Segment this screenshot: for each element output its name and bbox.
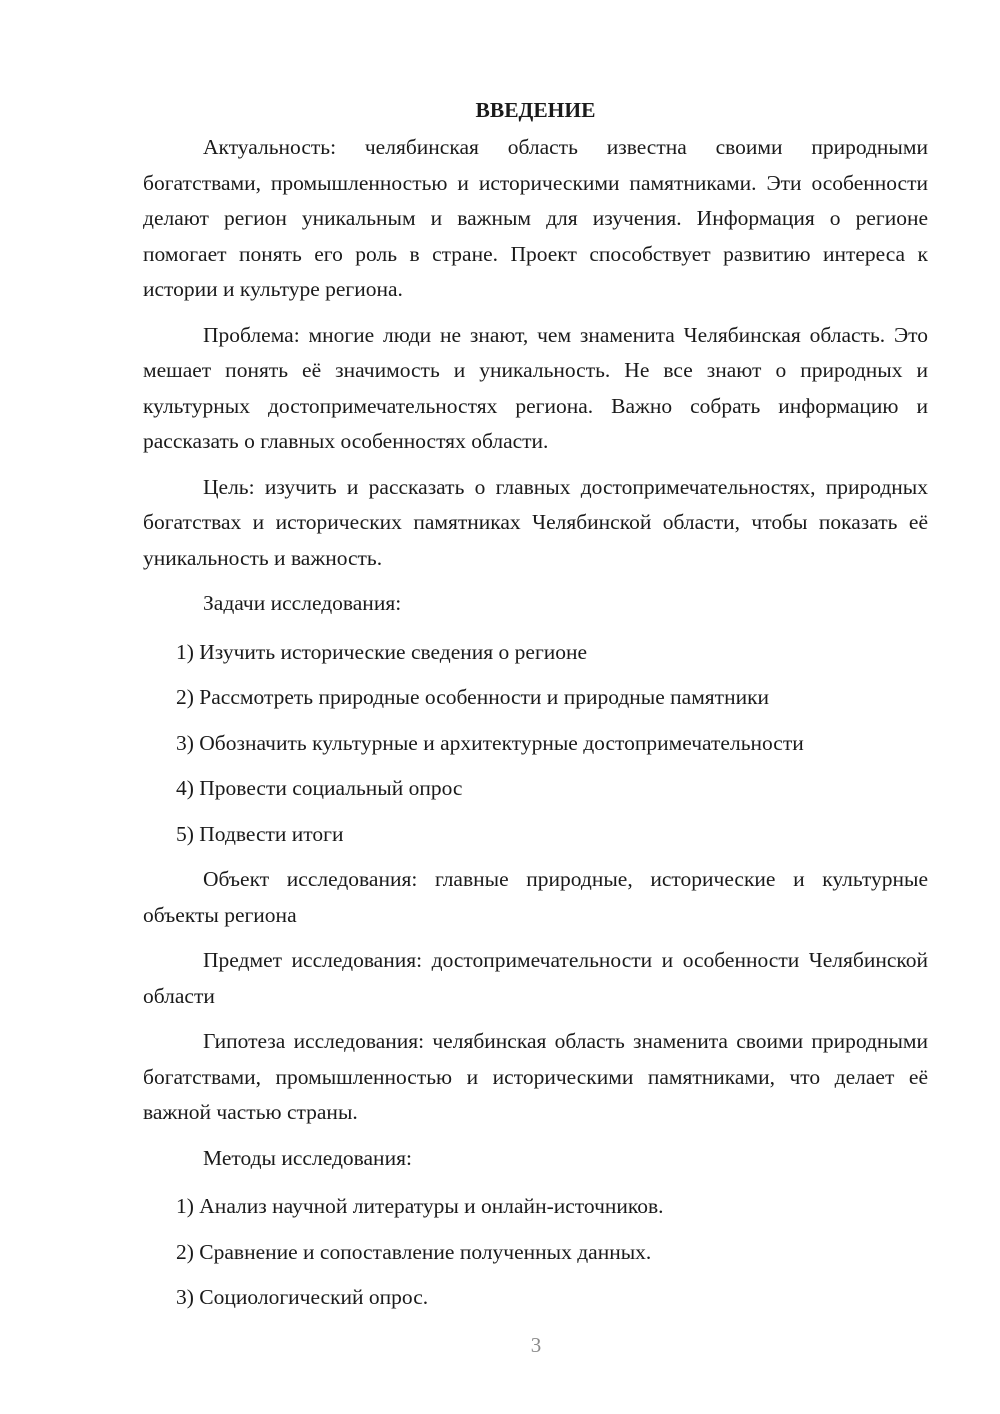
methods-list	[143, 1189, 928, 1316]
method-item: 3) Социологический опрос.	[176, 1285, 429, 1309]
relevance-paragraph: Актуальность: челябинская область известна своими природными богатствами, промышленностью и историческими памятниками. Эти особенности делают регион уникальным и важным для изучения. Информация о регионе помогает понять его роль в стране. Проект способствует развитию интереса к истории и культуре региона.	[143, 135, 928, 301]
object-paragraph: Объект исследования: главные природные, исторические и культурные объекты региона	[143, 867, 928, 927]
goal-paragraph: Цель: изучить и рассказать о главных достопримечательностях, природных богатствах и исторических памятниках Челябинской области, чтобы показать её уникальность и важность.	[143, 474, 928, 570]
document-page	[143, 95, 928, 1326]
methods-heading: Методы исследования:	[203, 1145, 412, 1170]
task-item: 5) Подвести итоги	[176, 821, 344, 846]
task-item: 1) Изучить исторические сведения о регионе	[176, 639, 588, 664]
task-item: 2) Рассмотреть природные особенности и природные памятники	[176, 685, 770, 709]
hypothesis-paragraph: Гипотеза исследования: челябинская область знаменита своими природными богатствами, промышленностью и историческими памятниками, что делает её важной частью страны.	[143, 1029, 928, 1124]
page-number: 3	[530, 1333, 542, 1357]
method-item: 1) Анализ научной литературы и онлайн-источников.	[176, 1194, 664, 1218]
tasks-list	[143, 635, 928, 853]
problem-paragraph: Проблема: многие люди не знают, чем знаменита Челябинская область. Это мешает понять её значимость и уникальность. Не все знают о природных и культурных достопримечательностях региона. Важно собрать информацию и рассказать о главных особенностях области.	[143, 322, 928, 453]
subject-paragraph: Предмет исследования: достопримечательности и особенности Челябинской области	[143, 948, 928, 1008]
page-title: ВВЕДЕНИЕ	[475, 98, 596, 122]
task-item: 3) Обозначить культурные и архитектурные достопримечательности	[176, 730, 804, 755]
task-item: 4) Провести социальный опрос	[176, 776, 463, 800]
method-item: 2) Сравнение и сопоставление полученных данных.	[176, 1239, 652, 1264]
tasks-heading: Задачи исследования:	[203, 591, 402, 615]
